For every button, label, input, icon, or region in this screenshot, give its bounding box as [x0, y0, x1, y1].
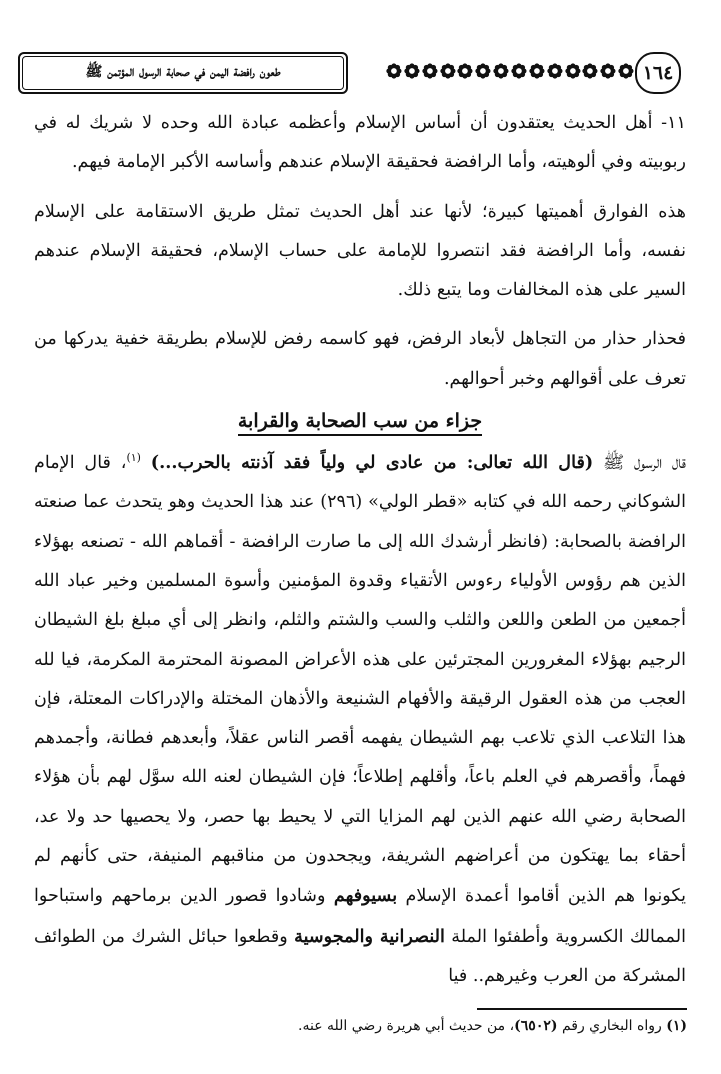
- star-flower-ornament-icon: [564, 62, 582, 80]
- star-flower-ornament-icon: [492, 62, 510, 80]
- page-header: [0, 0, 721, 95]
- page-number: [635, 52, 681, 94]
- hadith-quote: (قال الله تعالى: من عادى لي ولياً فقد آذنته بالحرب...): [150, 452, 594, 474]
- section-heading: [34, 403, 686, 439]
- book-title: طعون رافضة اليمن في صحابة الرسول المؤتمن ﷺ: [85, 64, 281, 80]
- star-flower-ornament-icon: [421, 62, 439, 80]
- star-flower-ornament-icon: [385, 62, 403, 80]
- page-number-text: ١٦٤: [642, 62, 674, 84]
- book-title-frame: [18, 52, 348, 94]
- footnote-text: ، من حديث أبي هريرة رضي الله عنه.: [298, 1018, 515, 1034]
- paragraph-1: ١١- أهل الحديث يعتقدون أن أساس الإسلام وأعظمه عبادة الله وحده لا شريك له في ربوبيته وفي ألوهيته، وأما الرافضة فحقيقة الإسلام عندهم وأساسه الأكبر الإمامة فيهم.: [34, 113, 686, 173]
- footnote-label: رواه البخاري رقم: [561, 1018, 662, 1034]
- star-flower-ornament-icon: [439, 62, 457, 80]
- footnote-number: (٦٥٠٢): [514, 1018, 558, 1034]
- star-flower-ornament-icon: [599, 62, 617, 80]
- quotation-text: ، قال الإمام الشوكاني رحمه الله في كتابه «قطر الولي» (٢٩٦) عند هذا الحديث وهو يتحدث عما صنعته الرافضة بالصحابة: (فانظر أرشدك الله إلى ما صارت الرافضة - أقماهم الله - تصنعه بهؤلاء الذين هم رؤوس الأولياء رءوس الأتقياء وقدوة المؤمنين وأسوة المسلمين وخير عباد الله أجمعين من الطعن واللعن والثلب والسب والشتم والثلم، وانظر إلى أي مبلغ بلغ الشيطان الرجيم بهؤلاء المغرورين المجترئين على هذه الأعراض المصونة المحترمة المكرمة، فيا لله العجب من هذه العقول الرقيقة والأفهام الشنيعة والأذهان المختلة والإدراكات المعتلة، فإن هذا التلاعب الذي تلاعب بهم الشيطان يفهمه أقصر الناس عقلاً، وأبعدهم فطانة، وأجمدهم فهماً، وأقصرهم في العلم باعاً، وأقلهم إطلاعاً؛ فإن الشيطان لعنه الله سوَّل لهم بأن هؤلاء الصحابة رضي الله عنهم الذين لهم المزايا التي لا يحيط بها حصر، ولا يحصيها حد ولا عد، أحقاء بما يهتكون من أعراضهم الشريفة، ويجحدون من مناقبهم المنيفة، حتى كأنهم لم يكونوا هم الذين أقاموا أعمدة الإسلام: [34, 453, 686, 907]
- star-flower-ornament-icon: [528, 62, 546, 80]
- star-flower-ornament-icon: [581, 62, 599, 80]
- footnote-marker: (١): [666, 1018, 687, 1034]
- paragraph-2: هذه الفوارق أهميتها كبيرة؛ لأنها عند أهل الحديث تمثل طريق الاستقامة على الإسلام نفسه، وأما الرافضة فقد انتصروا للإمامة على حساب الإسلام، فحقيقة الإسلام عندهم السير على هذه المخالفات وما يتبع ذلك.: [34, 201, 686, 301]
- paragraph-3: فحذار حذار من التجاهل لأبعاد الرفض، فهو كاسمه رفض للإسلام بطريقة خفية يدركها من تعرف على أقوالهم وخبر أحوالهم.: [34, 329, 686, 389]
- header-ornament-row: [385, 52, 635, 90]
- star-flower-ornament-icon: [403, 62, 421, 80]
- bold-word-swords: بسيوفهم: [333, 885, 398, 907]
- bold-phrase-religions: النصرانية والمجوسية: [294, 925, 445, 947]
- quotation-text-end: وقطعوا حبائل الشرك من الطوائف المشركة من العرب وغيرهم.. فيا: [34, 926, 686, 986]
- star-flower-ornament-icon: [456, 62, 474, 80]
- quotation-text-continued: وشادوا قصور الدين برماحهم واستباحوا الممالك الكسروية وأطفئوا الملة: [34, 886, 686, 947]
- star-flower-ornament-icon: [510, 62, 528, 80]
- star-flower-ornament-icon: [546, 62, 564, 80]
- paragraph-4: [34, 443, 686, 996]
- footnote: [35, 1014, 687, 1038]
- section-heading-text: جزاء من سب الصحابة والقرابة: [238, 410, 482, 436]
- footnote-reference[interactable]: (١): [126, 451, 141, 465]
- footnote-divider: [477, 1008, 687, 1010]
- star-flower-ornament-icon: [474, 62, 492, 80]
- hadith-intro: قال الرسول ﷺ: [593, 453, 686, 474]
- page-body: [34, 104, 686, 1006]
- star-flower-ornament-icon: [617, 62, 635, 80]
